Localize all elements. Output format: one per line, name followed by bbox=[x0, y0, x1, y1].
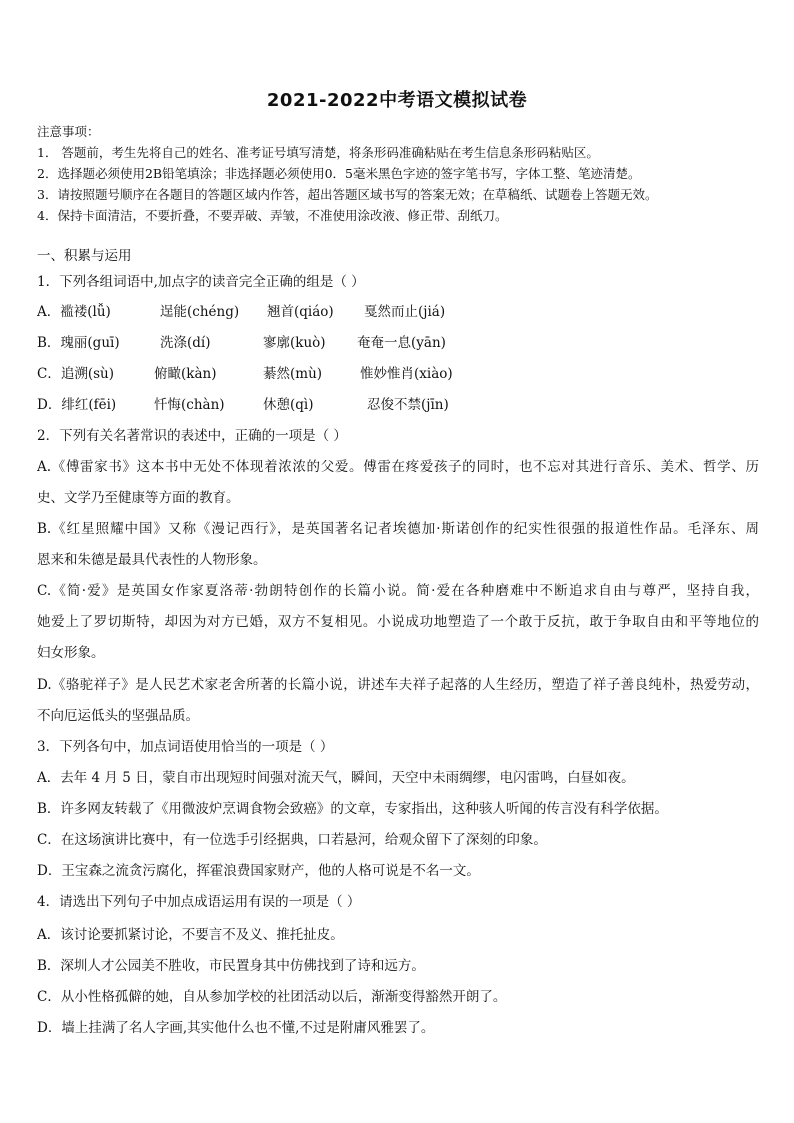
q1-a-word3: 翘首(qiáo) bbox=[267, 304, 334, 320]
q2-option-b-line1: B.《红星照耀中国》又称《漫记西行》，是英国著名记者埃德加·斯诺创作的纪实性很强的报道性作品。毛泽东、周 bbox=[37, 521, 759, 537]
q1-d-word2: 忏悔(chàn) bbox=[154, 397, 225, 413]
q4-stem: 4．请选出下列句子中加点成语运用有误的一项是（ ） bbox=[37, 894, 361, 910]
q2-option-d-line1: D.《骆驼祥子》是人民艺术家老舍所著的长篇小说，讲述车夫祥子起落的人生经历，塑造了祥子善良纯朴，热爱劳动， bbox=[37, 677, 759, 693]
notice-heading: 注意事项： bbox=[37, 124, 100, 139]
q2-option-d-line2: 不向厄运低头的坚强品质。 bbox=[37, 708, 199, 724]
section-heading: 一、积累与运用 bbox=[37, 248, 132, 264]
q1-c-word4: 惟妙惟肖(xiào) bbox=[360, 366, 453, 382]
page-title: 2021-2022中考语文模拟试卷 bbox=[266, 90, 528, 111]
q1-c-word2: 俯瞰(kàn) bbox=[154, 366, 217, 382]
q1-d-word4: 忍俊不禁(jīn) bbox=[367, 397, 449, 413]
q1-a-label: A．褴褛(lǚ) bbox=[37, 304, 111, 320]
q2-option-b-line2: 恩来和朱德是最具代表性的人物形象。 bbox=[37, 552, 267, 568]
q1-c-word3: 綦然(mù) bbox=[263, 366, 323, 382]
q2-option-a-line1: A.《傅雷家书》这本书中无处不体现着浓浓的父爱。傅雷在疼爱孩子的同时，也不忘对其进行音乐、美术、哲学、历 bbox=[37, 459, 759, 475]
q1-stem: 1．下列各组词语中,加点字的读音完全正确的组是（ ） bbox=[37, 274, 365, 290]
q1-d-label: D．绯红(fēi) bbox=[37, 397, 117, 413]
q1-a-word2: 逞能(chéng) bbox=[160, 304, 240, 320]
q4-option-b: B．深圳人才公园美不胜收，市民置身其中仿佛找到了诗和远方。 bbox=[37, 958, 425, 974]
q4-option-a: A．该讨论要抓紧讨论，不要言不及义、推托扯皮。 bbox=[37, 927, 344, 943]
q3-option-b: B．许多网友转载了《用微波炉烹调食物会致癌》的文章，专家指出，这种骇人听闻的传言没有科学依据。 bbox=[37, 801, 668, 817]
q3-stem: 3．下列各句中，加点词语使用恰当的一项是（ ） bbox=[37, 739, 334, 755]
q2-option-c-line1: C.《简·爱》是英国女作家夏洛蒂·勃朗特创作的长篇小说。简·爱在各种磨难中不断追求自由与尊严，坚持自我， bbox=[37, 583, 759, 599]
notice-item-3: 3．请按照题号顺序在各题目的答题区域内作答，超出答题区域书写的答案无效；在草稿纸、试题卷上答题无效。 bbox=[37, 187, 658, 202]
q3-option-c: C．在这场演讲比赛中，有一位选手引经据典，口若悬河，给观众留下了深刻的印象。 bbox=[37, 832, 547, 848]
notice-item-4: 4．保持卡面清洁，不要折叠，不要弄破、弄皱，不准使用涂改液、修正带、刮纸刀。 bbox=[37, 208, 508, 223]
q1-b-word2: 洗涤(dí) bbox=[160, 335, 211, 351]
q1-d-word3: 休憩(qì) bbox=[263, 397, 314, 413]
q3-option-d: D．王宝森之流贪污腐化，挥霍浪费国家财产，他的人格可说是不名一文。 bbox=[37, 863, 480, 879]
q3-option-a: A．去年 4 月 5 日，蒙自市出现短时间强对流天气，瞬间，天空中未雨绸缪，电闪雷鸣，白昼如夜。 bbox=[37, 770, 635, 786]
q2-stem: 2．下列有关名著常识的表述中，正确的一项是（ ） bbox=[37, 428, 347, 444]
notice-item-2: 2．选择题必须使用2B铅笔填涂；非选择题必须使用0．5毫米黑色字迹的签字笔书写，字体工整、笔迹清楚。 bbox=[37, 166, 641, 181]
q1-a-word4: 戛然而止(jiá) bbox=[364, 304, 446, 320]
q1-b-word3: 寥廓(kuò) bbox=[263, 335, 326, 351]
q4-option-c: C．从小性格孤僻的她，自从参加学校的社团活动以后，渐渐变得豁然开朗了。 bbox=[37, 989, 507, 1005]
q2-option-c-line2: 她爱上了罗切斯特，却因为对方已婚，双方不复相见。小说成功地塑造了一个敢于反抗，敢于争取自由和平等地位的 bbox=[37, 614, 759, 630]
q4-option-d: D．墙上挂满了名人字画,其实他什么也不懂,不过是附庸风雅罢了。 bbox=[37, 1020, 435, 1036]
q1-b-word4: 奄奄一息(yān) bbox=[357, 335, 446, 351]
q1-c-label: C．追溯(sù) bbox=[37, 366, 114, 382]
q1-b-label: B．瑰丽(guī) bbox=[37, 335, 120, 351]
q2-option-c-line3: 妇女形象。 bbox=[37, 645, 105, 661]
q2-option-a-line2: 史、文学乃至健康等方面的教育。 bbox=[37, 490, 240, 506]
notice-item-1: 1． 答题前，考生先将自己的姓名、准考证号填写清楚，将条形码准确粘贴在考生信息条形码粘贴区。 bbox=[37, 145, 599, 160]
